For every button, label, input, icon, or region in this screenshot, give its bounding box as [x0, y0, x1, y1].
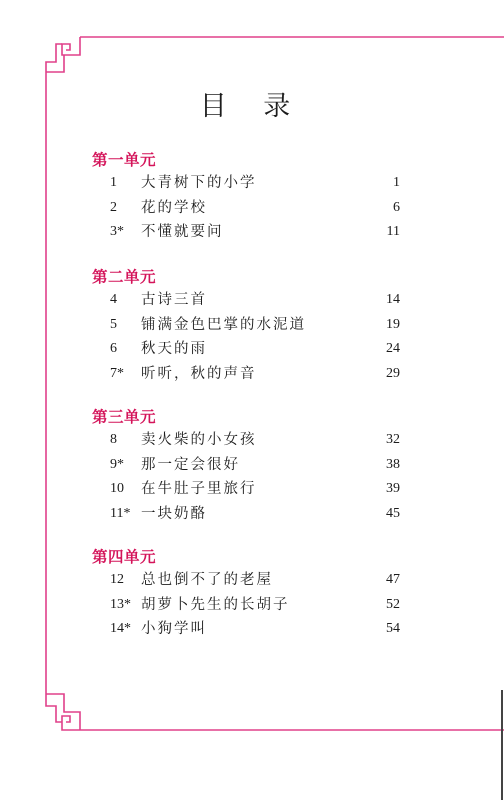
lesson-number: 4 [110, 292, 117, 307]
page-number: 39 [386, 481, 400, 496]
lesson-title: 总也倒不了的老屋 [141, 572, 273, 588]
page-number: 54 [386, 621, 400, 636]
lesson-title: 铺满金色巴掌的水泥道 [141, 316, 306, 333]
toc-entry[interactable] [110, 503, 400, 525]
lesson-number: 12 [110, 572, 124, 587]
toc-entry[interactable] [110, 594, 400, 616]
page-number: 32 [386, 432, 400, 447]
lesson-title: 古诗三首 [141, 292, 207, 308]
toc-entry[interactable] [110, 569, 400, 591]
lesson-number: 1 [110, 175, 117, 190]
lesson-title: 大青树下的小学 [141, 175, 257, 191]
lesson-number: 11* [110, 505, 131, 521]
page-number: 52 [386, 596, 400, 612]
lesson-title: 一块奶酪 [141, 505, 207, 522]
lesson-number: 8 [110, 432, 117, 447]
lesson-number: 6 [110, 341, 117, 356]
unit-heading: 第三单元 [92, 407, 157, 426]
toc-entry[interactable] [110, 289, 400, 311]
page-number: 14 [386, 292, 400, 307]
toc-entry[interactable] [110, 618, 400, 640]
lesson-title: 小狗学叫 [141, 621, 207, 637]
lesson-title: 听听，秋的声音 [141, 365, 257, 382]
page-number: 11 [386, 224, 400, 239]
page-number: 29 [386, 365, 400, 381]
page-number: 38 [386, 456, 400, 472]
lesson-number: 7* [110, 365, 124, 381]
lesson-title: 胡萝卜先生的长胡子 [141, 596, 290, 613]
lesson-title: 那一定会很好 [141, 456, 240, 473]
lesson-number: 10 [110, 481, 124, 496]
page-number: 6 [393, 199, 400, 215]
toc-entry[interactable] [110, 454, 400, 476]
page-title: 目 录 [199, 91, 305, 122]
toc-entry[interactable] [110, 478, 400, 500]
lesson-title: 在牛肚子里旅行 [141, 481, 257, 497]
toc-entry[interactable] [110, 197, 400, 219]
toc-entry[interactable] [110, 221, 400, 243]
lesson-title: 不懂就要问 [141, 224, 224, 240]
lesson-title: 花的学校 [141, 199, 207, 216]
lesson-number: 3* [110, 224, 124, 239]
unit-heading: 第四单元 [92, 547, 157, 566]
toc-entry[interactable] [110, 314, 400, 336]
lesson-number: 5 [110, 316, 117, 332]
page-number: 24 [386, 341, 400, 356]
unit-heading: 第二单元 [92, 267, 157, 286]
lesson-number: 14* [110, 621, 131, 636]
toc-entry[interactable] [110, 338, 400, 360]
lesson-number: 9* [110, 456, 124, 472]
toc-entry[interactable] [110, 429, 400, 451]
lesson-title: 卖火柴的小女孩 [141, 432, 257, 448]
unit-heading: 第一单元 [92, 150, 157, 169]
toc-entry[interactable] [110, 363, 400, 385]
page-number: 45 [386, 505, 400, 521]
page-number: 19 [386, 316, 400, 332]
page-number: 1 [393, 175, 400, 190]
toc-entry[interactable] [110, 172, 400, 194]
lesson-number: 2 [110, 199, 117, 215]
lesson-title: 秋天的雨 [141, 341, 207, 357]
lesson-number: 13* [110, 596, 131, 612]
page-number: 47 [386, 572, 400, 587]
